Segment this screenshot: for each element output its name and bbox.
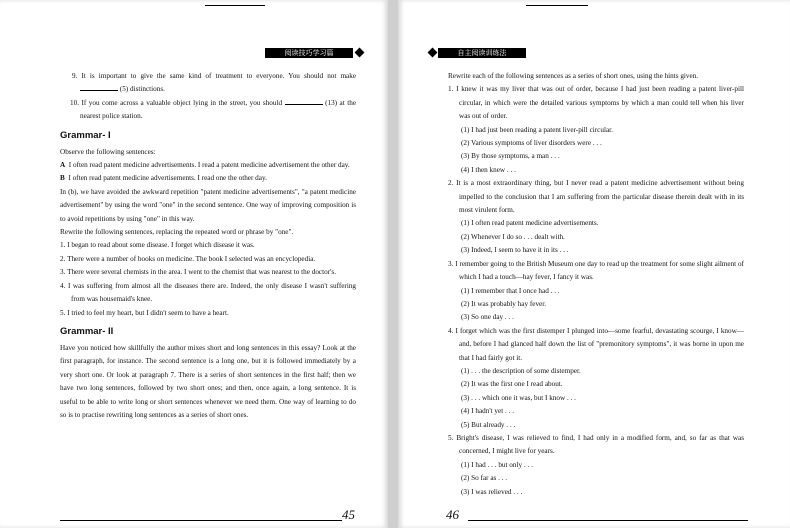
book-gutter <box>388 0 398 528</box>
exercise-item-2: 2. It is a most extraordinary thing, but I never read a patent medicine advertisement without being impelled to the conclusion that I am suffering from the particular disease therein dealt with in its most virulent form. <box>448 179 744 215</box>
right-body <box>448 70 744 499</box>
hint: (1) I had . . . but only . . . <box>461 460 533 469</box>
hint: (2) It was probably hay fever. <box>461 299 547 308</box>
hint: (2) It was the first one I read about. <box>461 380 563 389</box>
answer-blank[interactable] <box>285 98 323 105</box>
running-header: 自主阅读训练法 <box>438 48 526 58</box>
header-diamond-icon <box>428 48 438 58</box>
hint: (3) I was relieved . . . <box>461 487 523 496</box>
exercise-item-10: 10. If you come across a valuable object lying in the street, you should (13) at the nearest police station. <box>70 98 357 121</box>
hint: (2) So far as . . . <box>461 474 508 483</box>
exercise-item-4: 4. I forget which was the first distemper I plunged into—some fearful, devastating scourge, I know— and, before I had glanced half down the list of "premonitory symptoms", it was borne in upon me that I had fairly got it. <box>448 326 744 362</box>
grammar-1-explanation: In (b), we have avoided the awkward repetition "patent medicine advertisements", "a patent medicine advertisement" by using the word "one" in the second sentence. One way of improving composition is to avoid repetitions by using "one" in this way. <box>60 187 356 223</box>
hint: (1) I often read patent medicine advertisements. <box>461 219 599 228</box>
list-item: 4. I was suffering from almost all the diseases there are. Indeed, the only disease I wasn't suffering from was housemaid's knee. <box>60 281 357 304</box>
list-item: 2. There were a number of books on medicine. The book I selected was an encyclopedia. <box>60 254 316 263</box>
grammar-2-paragraph: Have you noticed how skillfully the author mixes short and long sentences in this essay? Look at the first paragraph, for instance. The second sentence is a long one, but it is followed immediately by a very short one. Or look at paragraph 7. There is a series of short sentences in the first half; then we have two long sentences, followed by two short ones; and then, once again, a long sentence. It is useful to be able to write long or short sentences whenever we need them. One way of learning to do so is to practise rewriting long sentences as a series of short ones. <box>60 343 356 419</box>
list-item: 5. I tried to feel my heart, but I didn't seem to have a heart. <box>60 308 229 317</box>
header-diamond-icon <box>355 48 365 58</box>
hint: (3) Indeed, I seem to have it in its . . . <box>461 246 569 255</box>
right-page <box>398 0 790 528</box>
exercise-item-5: 5. Bright's disease, I was relieved to find, I had only in a modified form, and, so far as that was concerned, I might live for years. <box>448 433 744 456</box>
page-number: 45 <box>342 507 355 522</box>
header-rule <box>205 5 265 6</box>
hint: (4) I hadn't yet . . . <box>461 407 514 416</box>
footer-rule <box>468 520 748 521</box>
exercise-item-3: 3. I remember going to the British Museum one day to read up the treatment for some slight ailment of which I had a touch—hay fever, I fancy it was. <box>448 259 744 282</box>
answer-blank[interactable] <box>80 84 118 91</box>
grammar-1-instruction: Rewrite the following sentences, replacing the repeated word or phrase by "one". <box>60 228 294 237</box>
hint: (4) I then knew . . . <box>461 165 516 174</box>
hint: (2) Various symptoms of liver disorders were . . . <box>461 139 602 148</box>
list-item: 1. I began to read about some disease. I forget which disease it was. <box>60 241 255 250</box>
example-a: A I often read patent medicine advertisements. I read a patent medicine advertisement the other day. <box>60 161 350 170</box>
exercise-item-1: 1. I knew it was my liver that was out of order, because I had just been reading a patent liver-pill circular, in which were the detailed various symptoms by which a man could tell when his liver was out of order. <box>448 85 744 121</box>
list-item: 3. There were several chemists in the area. I went to the chemist that was nearest to the doctor's. <box>60 268 336 277</box>
hint: (1) I had just been reading a patent liver-pill circular. <box>461 125 613 134</box>
left-body <box>60 70 356 422</box>
left-page <box>0 0 388 528</box>
hint: (3) By those symptoms, a man . . . <box>461 152 560 161</box>
running-header: 阅读技巧学习篇 <box>265 48 353 58</box>
hint: (5) But already . . . <box>461 420 516 429</box>
grammar-1-intro: Observe the following sentences: <box>60 147 156 156</box>
exercise-instruction: Rewrite each of the following sentences as a series of short ones, using the hints given. <box>448 72 699 80</box>
page-number: 46 <box>446 507 459 522</box>
hint: (3) So one day . . . <box>461 313 514 322</box>
grammar-2-heading: Grammar- II <box>60 325 114 337</box>
hint: (2) Whenever I do so . . . dealt with. <box>461 232 565 241</box>
exercise-item-9: 9. It is important to give the same kind of treatment to everyone. You should not make (5) distinctions. <box>72 72 357 94</box>
hint: (3) . . . which one it was, but I know . . . <box>461 393 576 402</box>
grammar-1-heading: Grammar- I <box>60 129 111 141</box>
header-rule <box>526 5 588 6</box>
hint: (1) I remember that I once had . . . <box>461 286 560 295</box>
example-b: B I often read patent medicine advertisements. I read one the other day. <box>60 174 267 183</box>
footer-rule <box>60 520 342 521</box>
hint: (1) . . . the description of some distemper. <box>461 366 581 375</box>
